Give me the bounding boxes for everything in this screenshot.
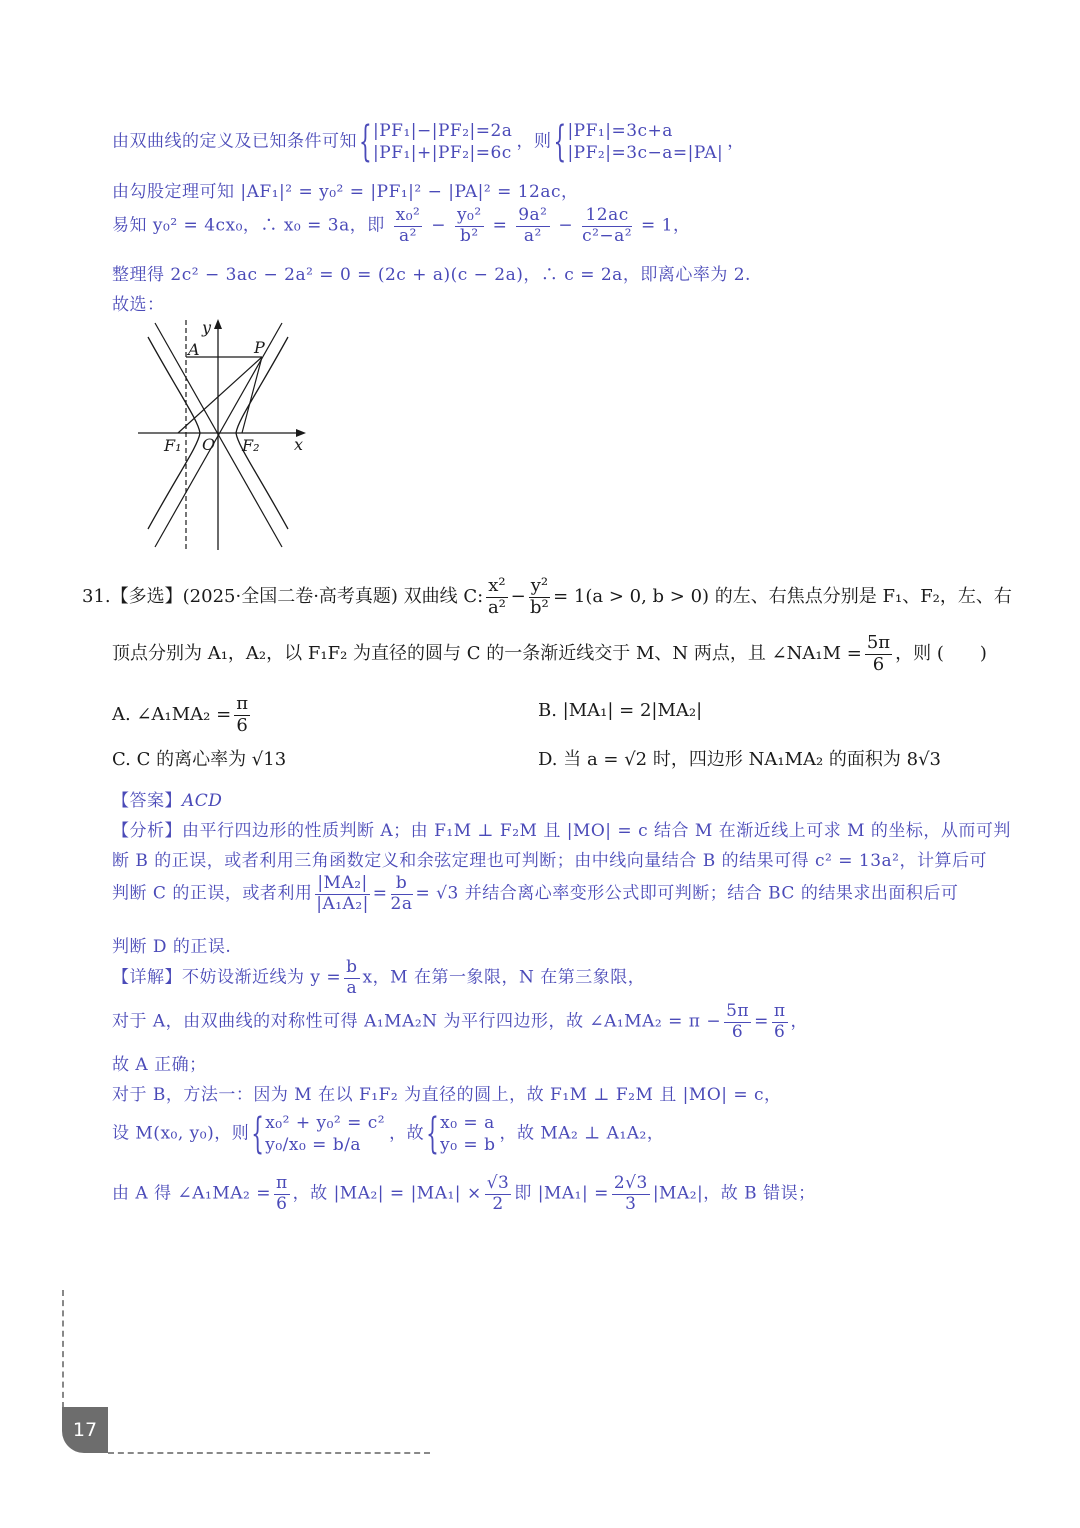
solution-line-2: 由勾股定理可知 |AF₁|² = y₀² = |PF₁|² − |PA|² = 12ac， <box>112 182 579 202</box>
label-O: O <box>202 435 216 454</box>
page-number: 17 <box>62 1407 108 1453</box>
detail-line-5: 设 M(x₀, y₀)，则 { x₀² + y₀² = c² y₀/x₀ = b/a ，故 { x₀ = a y₀ = b ，故 MA₂ ⊥ A₁A₂， <box>112 1112 664 1156</box>
analysis-line-3: 判断 C 的正误，或者利用 $\frac{\text{|MA₂|}}{\text{|A₁A₂|}}$ = $\frac{b}{2a}$ = √3 并结合离心率变形公式即可判断；结合 BC 的结果求出面积后可 <box>112 873 959 914</box>
question-number: 31. <box>82 586 111 608</box>
equation-system-3: { x₀² + y₀² = c² y₀/x₀ = b/a <box>253 1112 385 1156</box>
option-d[interactable]: D. 当 a = √2 时，四边形 NA₁MA₂ 的面积为 8√3 <box>538 749 942 770</box>
question-source: (2025·全国二卷·高考真题) <box>182 586 398 608</box>
solution-line-1: 由双曲线的定义及已知条件可知 { |PF₁|−|PF₂|=2a |PF₁|+|PF₂|=6c ，则 { |PF₁|=3c+a |PF₂|=3c−a=|PA| ， <box>112 120 745 164</box>
page-corner-dashed-vertical <box>62 1290 64 1408</box>
equation-system-4: { x₀ = a y₀ = b <box>428 1112 495 1156</box>
answer-value: ACD <box>182 791 223 811</box>
answer-label: 【答案】 <box>112 791 182 811</box>
label-A: A <box>188 340 200 359</box>
answer-line <box>112 786 222 811</box>
detail-line-1: 【详解】不妨设渐近线为 y = $\frac{b}{a}$ x，M 在第一象限，N 在第三象限， <box>112 957 646 998</box>
segment-PF1 <box>178 357 262 433</box>
analysis-label: 【分析】 <box>112 821 182 841</box>
equation-system-1: { |PF₁|−|PF₂|=2a |PF₁|+|PF₂|=6c <box>361 120 512 164</box>
detail-label: 【详解】 <box>112 967 182 988</box>
segment-PF2 <box>242 357 262 433</box>
detail-line-6: 由 A 得 ∠A₁MA₂ = $\frac{\pi}{6}$ ，故 |MA₂| = |MA₁| × $\frac{√3}{2}$ 即 |MA₁| = $\frac{2√3}{3}$ |MA₂|，故 B 错误； <box>112 1173 816 1214</box>
question-stem-line-1: 31.【多选】(2025·全国二卷·高考真题) 双曲线 C: $\frac{\text{x²}}{\text{a²}}$ − $\frac{\text{y²}}{\text{b²}}$ = 1(a > 0, b > 0) 的左、右焦点分别是 F₁、F₂，左、右 <box>82 575 1012 618</box>
label-P: P <box>254 338 265 357</box>
label-y: y <box>202 318 212 337</box>
detail-line-4: 对于 B，方法一：因为 M 在以 F₁F₂ 为直径的圆上，故 F₁M ⊥ F₂M 且 |MO| = c， <box>112 1085 782 1105</box>
option-c[interactable]: C. C 的离心率为 √13 <box>112 749 287 770</box>
label-F1: F₁ <box>164 436 182 455</box>
solution-line-3: 易知 y₀² = 4cx₀，∴ x₀ = 3a，即 $\frac{\text{x₀²}}{\text{a²}}$ − $\frac{\text{y₀²}}{\text{b²}}$ = $\frac{\text{9a²}}{\text{a²}}$ − $\frac{12ac}{\text{c²−a²}}$ = 1， <box>112 205 691 246</box>
question-stem-line-2: 顶点分别为 A₁，A₂，以 F₁F₂ 为直径的圆与 C 的一条渐近线交于 M、N 两点，且 ∠NA₁M = $\frac{5\pi}{6}$ ，则 ( ) <box>112 632 987 675</box>
question-tag: 【多选】 <box>110 586 183 608</box>
analysis-line-1: 【分析】由平行四边形的性质判断 A；由 F₁M ⊥ F₂M 且 |MO| = c 结合 M 在渐近线上可求 M 的坐标，从而可判 <box>112 821 1011 841</box>
option-b[interactable]: B. |MA₁| = 2|MA₂| <box>538 700 703 721</box>
equation-system-2: { |PF₁|=3c+a |PF₂|=3c−a=|PA| <box>555 120 723 164</box>
page-corner-dashed-horizontal <box>108 1452 430 1454</box>
detail-line-3: 故 A 正确； <box>112 1055 207 1075</box>
solution-line-5: 故选： <box>112 295 165 315</box>
label-F2: F₂ <box>242 436 260 455</box>
option-a[interactable]: A. ∠A₁MA₂ = $\frac{\pi}{6}$ <box>112 693 249 736</box>
detail-line-2: 对于 A，由双曲线的对称性可得 A₁MA₂N 为平行四边形，故 ∠A₁MA₂ = π − $\frac{5\pi}{6}$ = $\frac{\pi}{6}$ ， <box>112 1001 809 1042</box>
hyperbola-figure <box>130 315 320 555</box>
y-axis-arrow <box>214 319 222 329</box>
solution-line-4: 整理得 2c² − 3ac − 2a² = 0 = (2c + a)(c − 2a)，∴ c = 2a，即离心率为 2. <box>112 265 751 285</box>
analysis-line-4: 判断 D 的正误. <box>112 937 232 957</box>
analysis-line-2: 断 B 的正误，或者利用三角函数定义和余弦定理也可判断；由中线向量结合 B 的结果可得 c² = 13a²，计算后可 <box>112 851 987 871</box>
label-x: x <box>294 435 304 454</box>
